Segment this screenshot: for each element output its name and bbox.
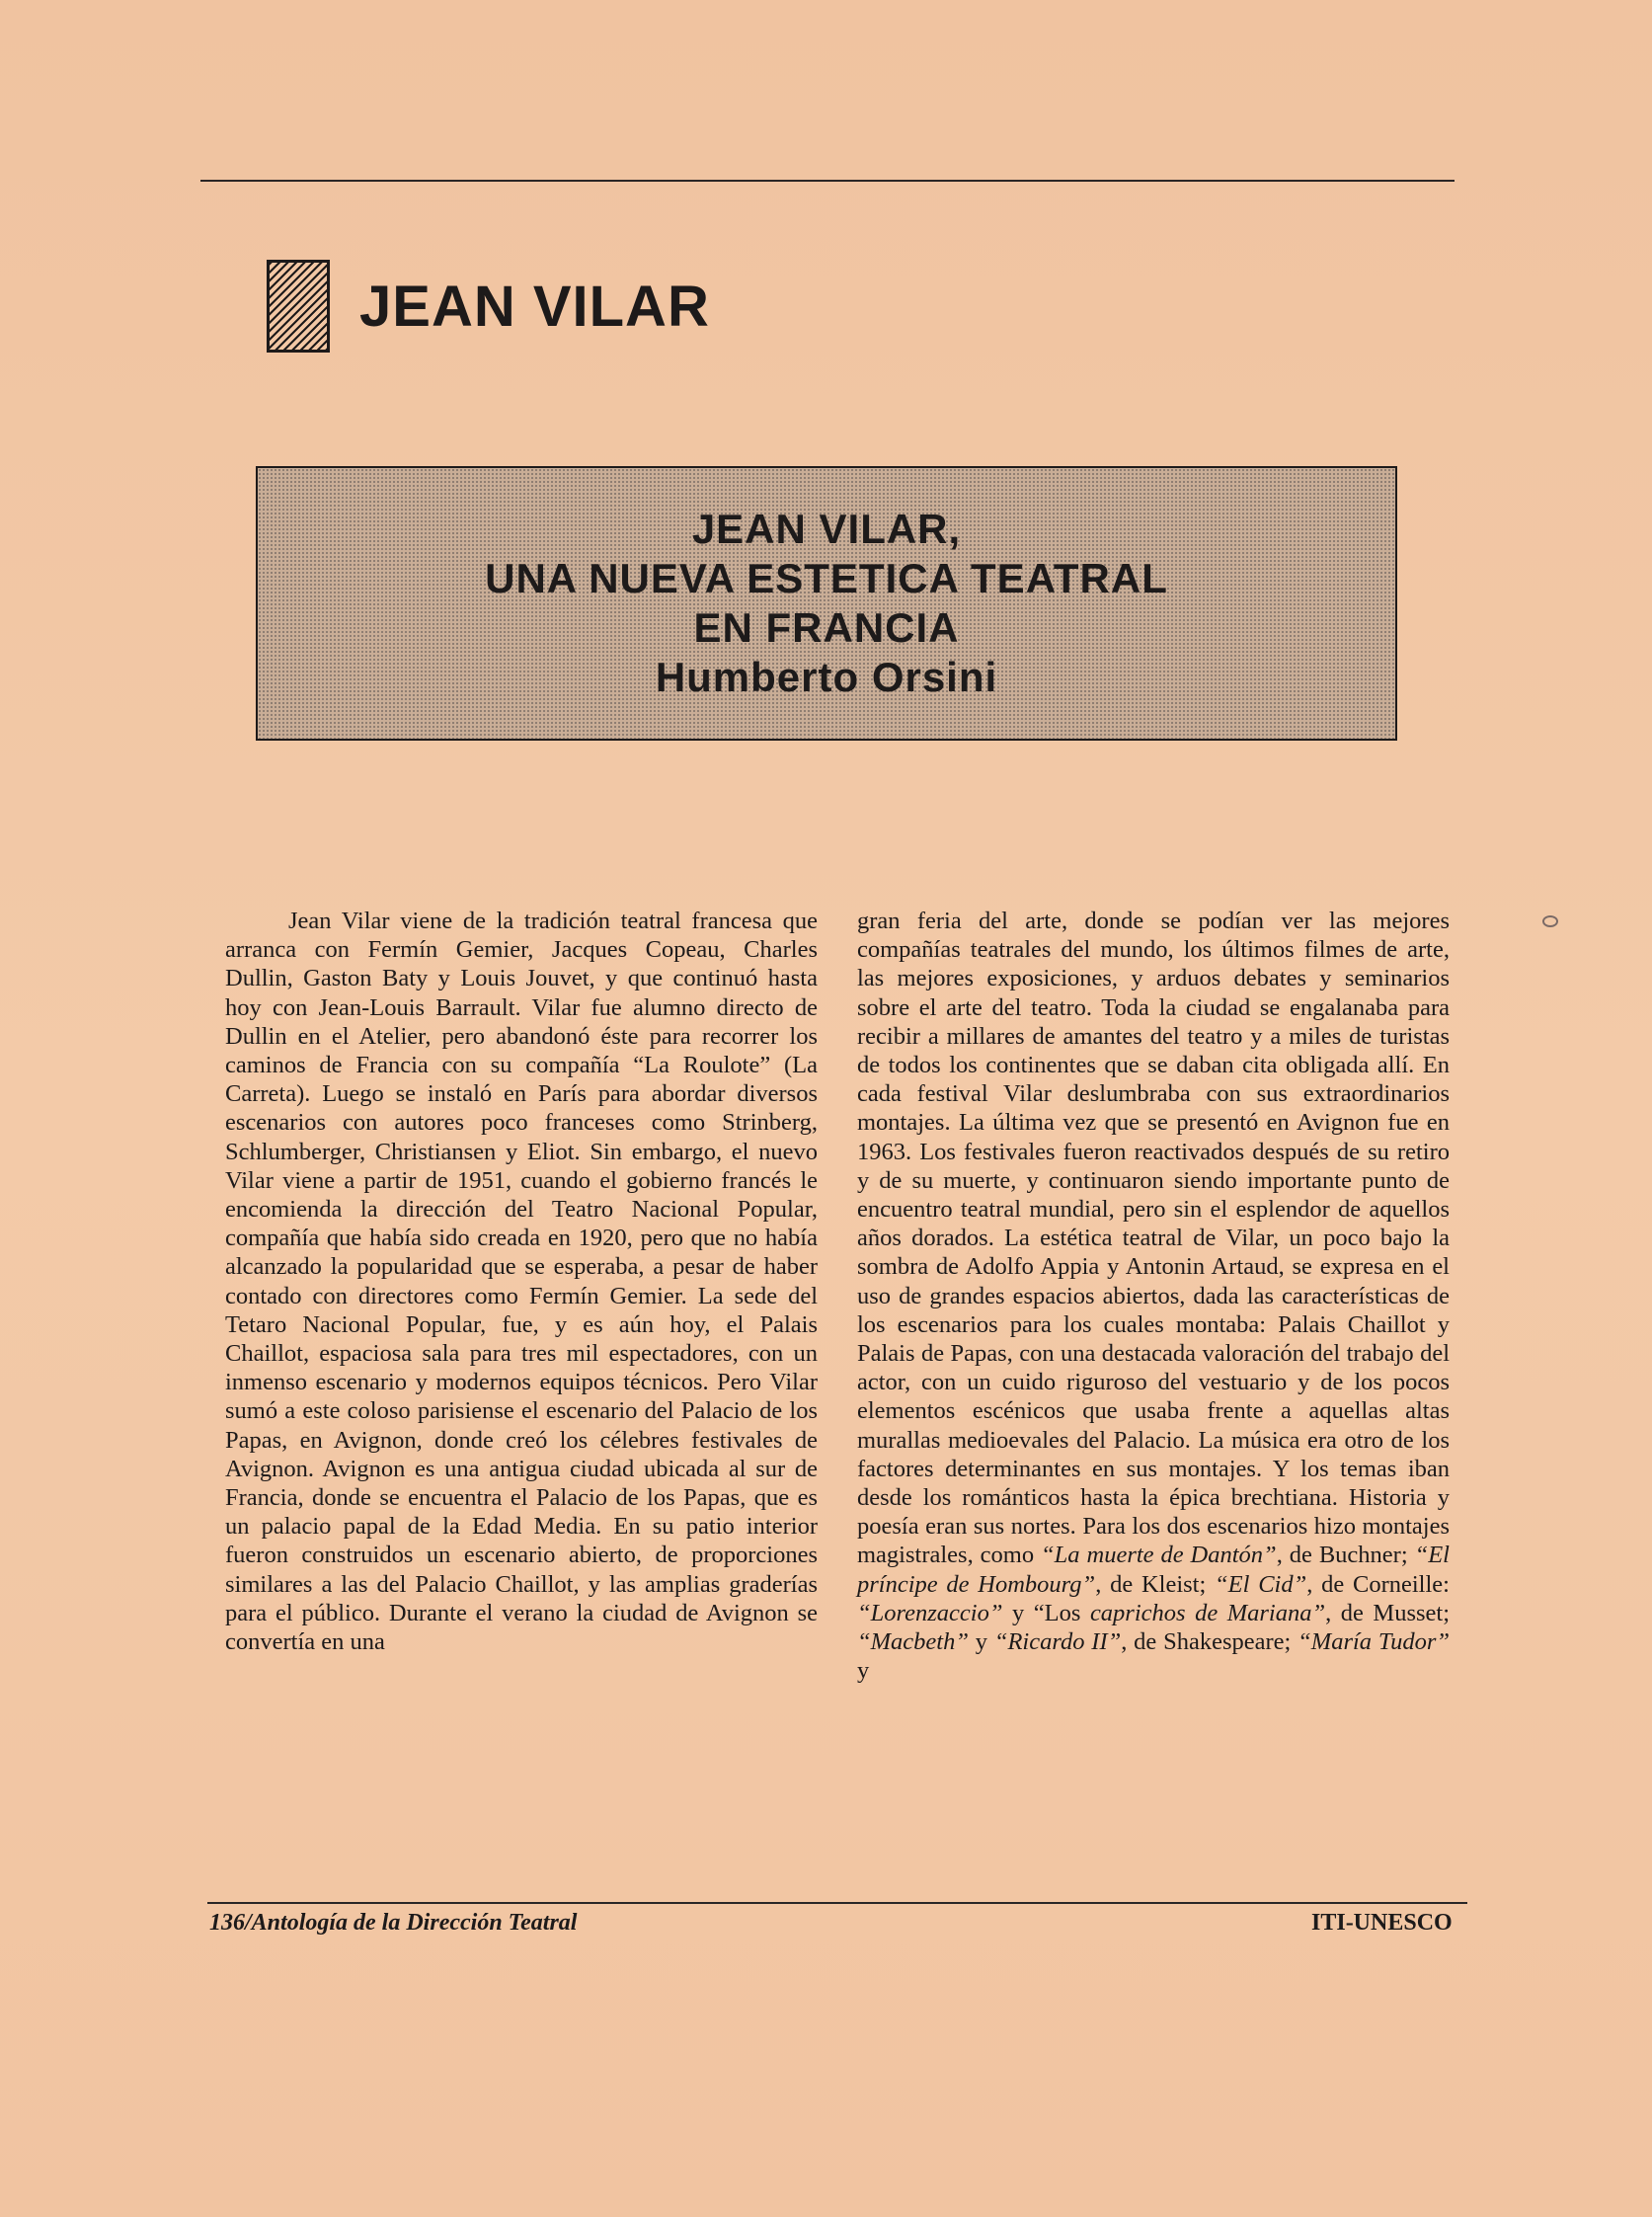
body-column-right: [857, 907, 1450, 1685]
footer-page-label: 136/Antología de la Dirección Teatral: [209, 1910, 578, 1936]
work-title: “El príncipe de Hombourg”: [857, 1542, 1450, 1598]
work-title: “María Tudor”: [1298, 1628, 1451, 1656]
work-title: “El Cid”: [1215, 1570, 1307, 1598]
section-header: [267, 259, 710, 354]
right-column-text: , de Musset;: [1325, 1599, 1451, 1626]
title-line-2: UNA NUEVA ESTETICA TEATRAL: [485, 555, 1168, 601]
title-line-3: EN FRANCIA: [693, 604, 960, 651]
footer-publisher: ITI-UNESCO: [1311, 1910, 1453, 1936]
right-column-text: , de Shakespeare;: [1121, 1628, 1298, 1656]
article-author: Humberto Orsini: [655, 654, 998, 700]
right-column-text: , de Corneille:: [1306, 1570, 1450, 1598]
section-title: JEAN VILAR: [359, 274, 710, 339]
top-rule: [200, 180, 1455, 182]
right-column-text: y: [857, 1657, 870, 1685]
right-column-text: y: [968, 1628, 994, 1656]
right-column-text: y “Los: [1002, 1599, 1090, 1626]
body-column-left: Jean Vilar viene de la tradición teatral francesa que arranca con Fermín Gemier, Jacques Copeau, Charles Dullin, Gaston Baty y Louis Jouvet, y que continuó hasta hoy con Jean-Louis Barrault. Vilar fue alumno directo de Dullin en el Atelier, pero abandonó éste para recorrer los caminos de Francia con su compañía “La Roulote” (La Carreta). Luego se instaló en París para abordar diversos escenarios con autores poco franceses como Strinberg, Schlumberger, Christiansen y Eliot. Sin embargo, el nuevo Vilar viene a partir de 1951, cuando el gobierno francés le encomienda la dirección del Teatro Nacional Popular, compañía que había sido creada en 1920, pero que no había alcanzado la popularidad que se esperaba, a pesar de haber contado con directores como Fermín Gemier. La sede del Tetaro Nacional Popular, fue, y es aún hoy, el Palais Chaillot, espaciosa sala para tres mil espectadores, con un inmenso escenario y modernos equipos técnicos. Pero Vilar sumó a este coloso parisiense el escenario del Palacio de los Papas, en Avignon, donde creó los célebres festivales de Avignon. Avignon es una antigua ciudad ubicada al sur de Francia, donde se encuentra el Palacio de los Papas, que es un palacio papal de la Edad Media. En su patio interior fueron construidos un escenario abierto, de proporciones similares a las del Palacio Chaillot, y las amplias graderías para el público. Durante el verano la ciudad de Avignon se convertía en una: [225, 908, 818, 1656]
work-title: “La muerte de Dantón”: [1041, 1542, 1277, 1569]
paper-mark: [1542, 915, 1558, 927]
bottom-rule: [207, 1902, 1467, 1904]
right-column-text: , de Kleist;: [1095, 1570, 1216, 1598]
work-title: “Lorenzaccio”: [857, 1599, 1003, 1626]
article-title-box: [256, 466, 1397, 741]
work-title: “Macbeth”: [857, 1628, 969, 1656]
work-title: caprichos de Mariana”: [1089, 1599, 1326, 1626]
right-column-text: , de Buchner;: [1276, 1542, 1415, 1569]
title-line-1: JEAN VILAR,: [691, 506, 962, 552]
work-title: “Ricardo II”: [993, 1628, 1122, 1656]
right-column-text: gran feria del arte, donde se podían ver las mejores compañías teatrales del mundo, los últimos filmes de arte, las mejores exposiciones, y arduos debates y seminarios sobre el arte del teatro. Toda la ciudad se engalanaba para recibir a millares de amantes del teatro y a miles de turistas de todos los continentes que se daban cita obligada allí. En cada festival Vilar deslumbraba con sus extraordinarios montajes. La última vez que se presentó en Avignon fue en 1963. Los festivales fueron reactivados después de su retiro y de su muerte, y continuaron siendo importante punto de encuentro teatral mundial, pero sin el esplendor de aquellos años dorados. La estética teatral de Vilar, un poco bajo la sombra de Adolfo Appia y Antonin Artaud, se expresa en el uso de grandes espacios abiertos, dada las características de los escenarios para los cuales montaba: Palais Chaillot y Palais de Papas, con una destacada valoración del trabajo del actor, con un cuido riguroso del vestuario y de los pocos elementos escénicos que usaba frente a aquellas altas murallas medioevales del Palacio. La música era otro de los factores determinantes en sus montajes. Y los temas iban desde los románticos hasta la épica brechtiana. Historia y poesía eran sus nortes. Para los dos escenarios hizo montajes magistrales, como: [857, 908, 1450, 1569]
hatched-square-icon: [267, 260, 330, 353]
